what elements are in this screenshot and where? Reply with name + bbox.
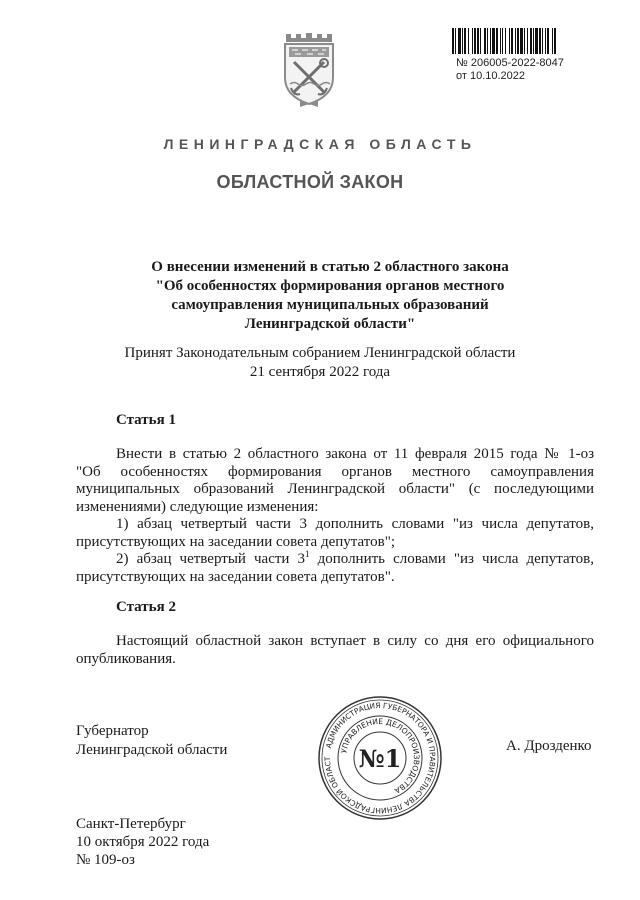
article-1-item-2-line	[76, 551, 594, 569]
adoption-date: 21 сентября 2022 года	[249, 364, 391, 380]
item-2-superscript: 1	[305, 549, 310, 559]
law-number: № 109-оз	[76, 852, 135, 868]
registration-barcode	[452, 28, 620, 54]
article-2-line: опубликования.	[76, 650, 176, 667]
stamp-inner-text: УПРАВЛЕНИЕ ДЕЛОПРОИЗВОДСТВА	[339, 716, 422, 796]
adoption-note	[60, 344, 580, 382]
law-title-line: О внесении изменений в статью 2 областного закона	[151, 259, 509, 275]
registration-date: от 10.10.2022	[456, 70, 526, 82]
article-1-item-1-line: 1) абзац четвертый части 3 дополнить словами "из числа депутатов,	[116, 516, 594, 532]
article-1-line: муниципальных образований Ленинградской области" (с последующими	[76, 481, 594, 497]
signing-date: 10 октября 2022 года	[76, 834, 210, 850]
region-heading: ЛЕНИНГРАДСКАЯ ОБЛАСТЬ	[163, 136, 477, 152]
document-kind-heading: ОБЛАСТНОЙ ЗАКОН	[216, 172, 404, 192]
signatory-name: А. Дрозденко	[506, 738, 592, 754]
registration-number: № 206005-2022-8047	[456, 57, 564, 69]
adoption-note-line: Принят Законодательным собранием Ленинградской области	[124, 345, 516, 361]
article-1-line: Внести в статью 2 областного закона от 11 февраля 2015 года № 1-оз	[116, 446, 594, 462]
law-title-line: Ленинградской области"	[244, 316, 416, 332]
article-1-line: изменениями) следующие изменения:	[76, 498, 319, 515]
item-2-text: дополнить словами "из числа депутатов,	[309, 551, 594, 567]
item-2-text: 2) абзац четвертый части 3	[116, 551, 306, 567]
coat-of-arms-icon	[280, 30, 338, 108]
law-title-line: самоуправления муниципальных образований	[171, 297, 489, 313]
article-2-heading: Статья 2	[116, 599, 176, 615]
law-title	[80, 258, 580, 334]
signatory-position-line: Губернатор	[76, 723, 149, 739]
article-2-line: Настоящий областной закон вступает в силу со дня его официального	[116, 633, 594, 649]
official-stamp	[316, 694, 444, 822]
article-1-line: "Об особенностях формирования органов местного самоуправления	[76, 463, 594, 480]
document-footer	[76, 815, 209, 869]
place-of-signing: Санкт-Петербург	[76, 816, 186, 832]
article-2-body	[76, 633, 594, 668]
registration-number-block	[456, 57, 564, 83]
stamp-number: №1	[358, 744, 402, 773]
law-title-line: "Об особенностях формирования органов местного	[155, 278, 505, 294]
article-1-heading: Статья 1	[116, 412, 176, 428]
article-1-body	[76, 446, 594, 586]
article-1-item-2-line: присутствующих на заседании совета депутатов".	[76, 568, 395, 585]
article-1-item-1-line: присутствующих на заседании совета депутатов";	[76, 533, 396, 550]
signatory-position	[76, 722, 227, 760]
stamp-ring-text: АДМИНИСТРАЦИЯ ГУБЕРНАТОРА И ПРАВИТЕЛЬСТВА ЛЕНИНГРАДСКОЙ ОБЛАСТ	[322, 700, 438, 816]
signatory-position-line: Ленинградской области	[76, 742, 228, 758]
